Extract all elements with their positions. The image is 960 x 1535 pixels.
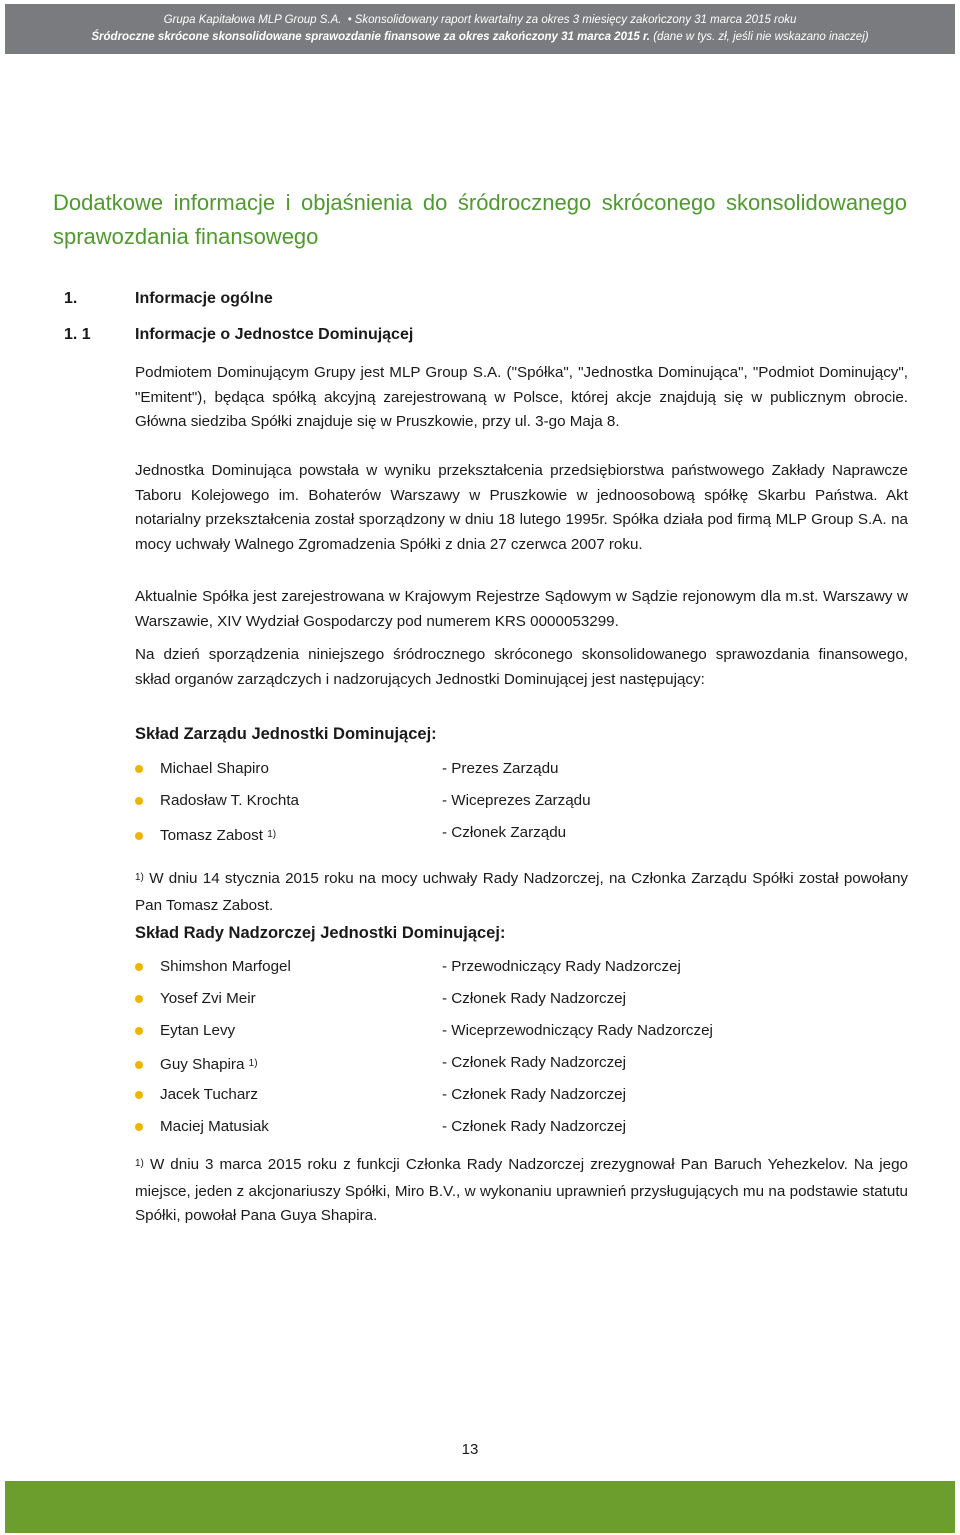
bullet-icon: [135, 832, 143, 840]
section-1-number: 1.: [64, 290, 78, 307]
supervisory-member-row: [135, 1083, 908, 1107]
report-header: [5, 4, 955, 54]
board-member-role: - Wiceprezes Zarządu: [442, 792, 591, 809]
paragraph-history: Jednostka Dominująca powstała w wyniku przekształcenia przedsiębiorstwa państwowego Zakłady Naprawcze Taboru Kolejowego im. Bohaterów Warszawy w Pruszkowie w jednoosobową spółkę Skarbu Państwa. Akt notarialny przekształcenia został sporządzony w dniu 18 lutego 1995r. Spółka działa pod firmą MLP Group S.A. na mocy uchwały Walnego Zgromadzenia Spółki z dnia 27 czerwca 2007 roku.: [135, 462, 908, 553]
supervisory-member-name: Eytan Levy: [160, 1022, 236, 1039]
supervisory-member-role: - Wiceprzewodniczący Rady Nadzorczej: [442, 1022, 713, 1039]
board-footnote-text: W dniu 14 stycznia 2015 roku na mocy uchwały Rady Nadzorczej, na Członka Zarządu Spółki został powołany Pan Tomasz Zabost.: [135, 870, 908, 914]
section-1-1-heading: [64, 326, 413, 344]
board-member-name: Michael Shapiro: [160, 760, 269, 777]
paragraph-governance-intro: Na dzień sporządzenia niniejszego śródrocznego skróconego skonsolidowanego sprawozdania finansowego, skład organów zarządczych i nadzorujących Jednostki Dominującej jest następujący:: [135, 646, 908, 688]
section-1-heading: [64, 290, 273, 308]
board-member-row: [135, 789, 908, 813]
supervisory-heading: Skład Rady Nadzorczej Jednostki Dominującej:: [135, 924, 506, 942]
supervisory-footnote-text: W dniu 3 marca 2015 roku z funkcji Członka Rady Nadzorczej zrezygnował Pan Baruch Yehezkelov. Na jego miejsce, jeden z akcjonariuszy Spółki, Miro B.V., w wykonaniu uprawnień przysługujących mu na podstawie statutu Spółki, powołał Pana Guya Shapira.: [135, 1156, 908, 1224]
bullet-icon: [135, 765, 143, 773]
header-company: Grupa Kapitałowa MLP Group S.A.: [163, 14, 342, 26]
header-units: (dane w tys. zł, jeśli nie wskazano inaczej): [653, 31, 869, 43]
supervisory-member-role: - Członek Rady Nadzorczej: [442, 1054, 627, 1071]
page-title: Dodatkowe informacje i objaśnienia do śródrocznego skróconego skonsolidowanego sprawozdania finansowego: [53, 190, 907, 249]
header-statements: Śródroczne skrócone skonsolidowane sprawozdanie finansowe za okres zakończony 31 marca 2015 r.: [91, 31, 650, 43]
section-1-1-label: Informacje o Jednostce Dominującej: [135, 326, 414, 343]
footnote-marker: 1): [267, 829, 277, 840]
footnote-marker: 1): [135, 872, 144, 883]
header-report-title: Skonsolidowany raport kwartalny za okres 3 miesięcy zakończony 31 marca 2015 roku: [354, 14, 797, 26]
footer-bar: [5, 1481, 955, 1533]
supervisory-member-name: Shimshon Marfogel: [160, 958, 291, 975]
supervisory-member-row: [135, 1115, 908, 1139]
bullet-icon: [135, 1123, 143, 1131]
board-member-row: [135, 757, 908, 781]
board-member-name: Radosław T. Krochta: [160, 792, 300, 809]
bullet-icon: [135, 995, 143, 1003]
supervisory-member-role: - Członek Rady Nadzorczej: [442, 990, 627, 1007]
supervisory-member-role: - Członek Rady Nadzorczej: [442, 1118, 627, 1135]
page-number: 13: [461, 1441, 479, 1458]
bullet-icon: [135, 797, 143, 805]
supervisory-member-name: Jacek Tucharz: [160, 1086, 258, 1103]
bullet-icon: [135, 1061, 143, 1069]
supervisory-member-name: Guy Shapira: [160, 1056, 245, 1073]
supervisory-member-row: [135, 987, 908, 1011]
footnote-marker: 1): [135, 1158, 144, 1169]
supervisory-member-name: Yosef Zvi Meir: [160, 990, 256, 1007]
paragraph-parent-entity: Podmiotem Dominującym Grupy jest MLP Group S.A. ("Spółka", "Jednostka Dominująca", "Podmiot Dominujący", "Emitent"), będąca spółką akcyjną zarejestrowaną w Polsce, której akcje znajdują się w publicznym obrocie. Główna siedziba Spółki znajduje się w Pruszkowie, przy ul. 3-go Maja 8.: [135, 364, 908, 430]
board-footnote: [135, 867, 908, 918]
supervisory-footnote: [135, 1153, 908, 1229]
board-member-row: [135, 824, 908, 848]
supervisory-member-row: [135, 955, 908, 979]
board-member-role: - Członek Zarządu: [442, 824, 567, 841]
header-bullet: •: [347, 14, 352, 26]
section-1-label: Informacje ogólne: [135, 290, 273, 307]
paragraph-registration: Aktualnie Spółka jest zarejestrowana w Krajowym Rejestrze Sądowym w Sądzie rejonowym dla m.st. Warszawy w Warszawie, XIV Wydział Gospodarczy pod numerem KRS 0000053299.: [135, 588, 908, 630]
section-1-1-number: 1. 1: [64, 326, 91, 343]
board-heading: Skład Zarządu Jednostki Dominującej:: [135, 725, 437, 743]
supervisory-member-name: Maciej Matusiak: [160, 1118, 269, 1135]
bullet-icon: [135, 963, 143, 971]
board-member-role: - Prezes Zarządu: [442, 760, 559, 777]
footnote-marker: 1): [248, 1058, 258, 1069]
board-member-name: Tomasz Zabost: [160, 827, 263, 844]
supervisory-member-role: - Przewodniczący Rady Nadzorczej: [442, 958, 681, 975]
supervisory-member-row: [135, 1053, 908, 1077]
supervisory-member-row: [135, 1019, 908, 1043]
bullet-icon: [135, 1027, 143, 1035]
bullet-icon: [135, 1091, 143, 1099]
supervisory-member-role: - Członek Rady Nadzorczej: [442, 1086, 627, 1103]
